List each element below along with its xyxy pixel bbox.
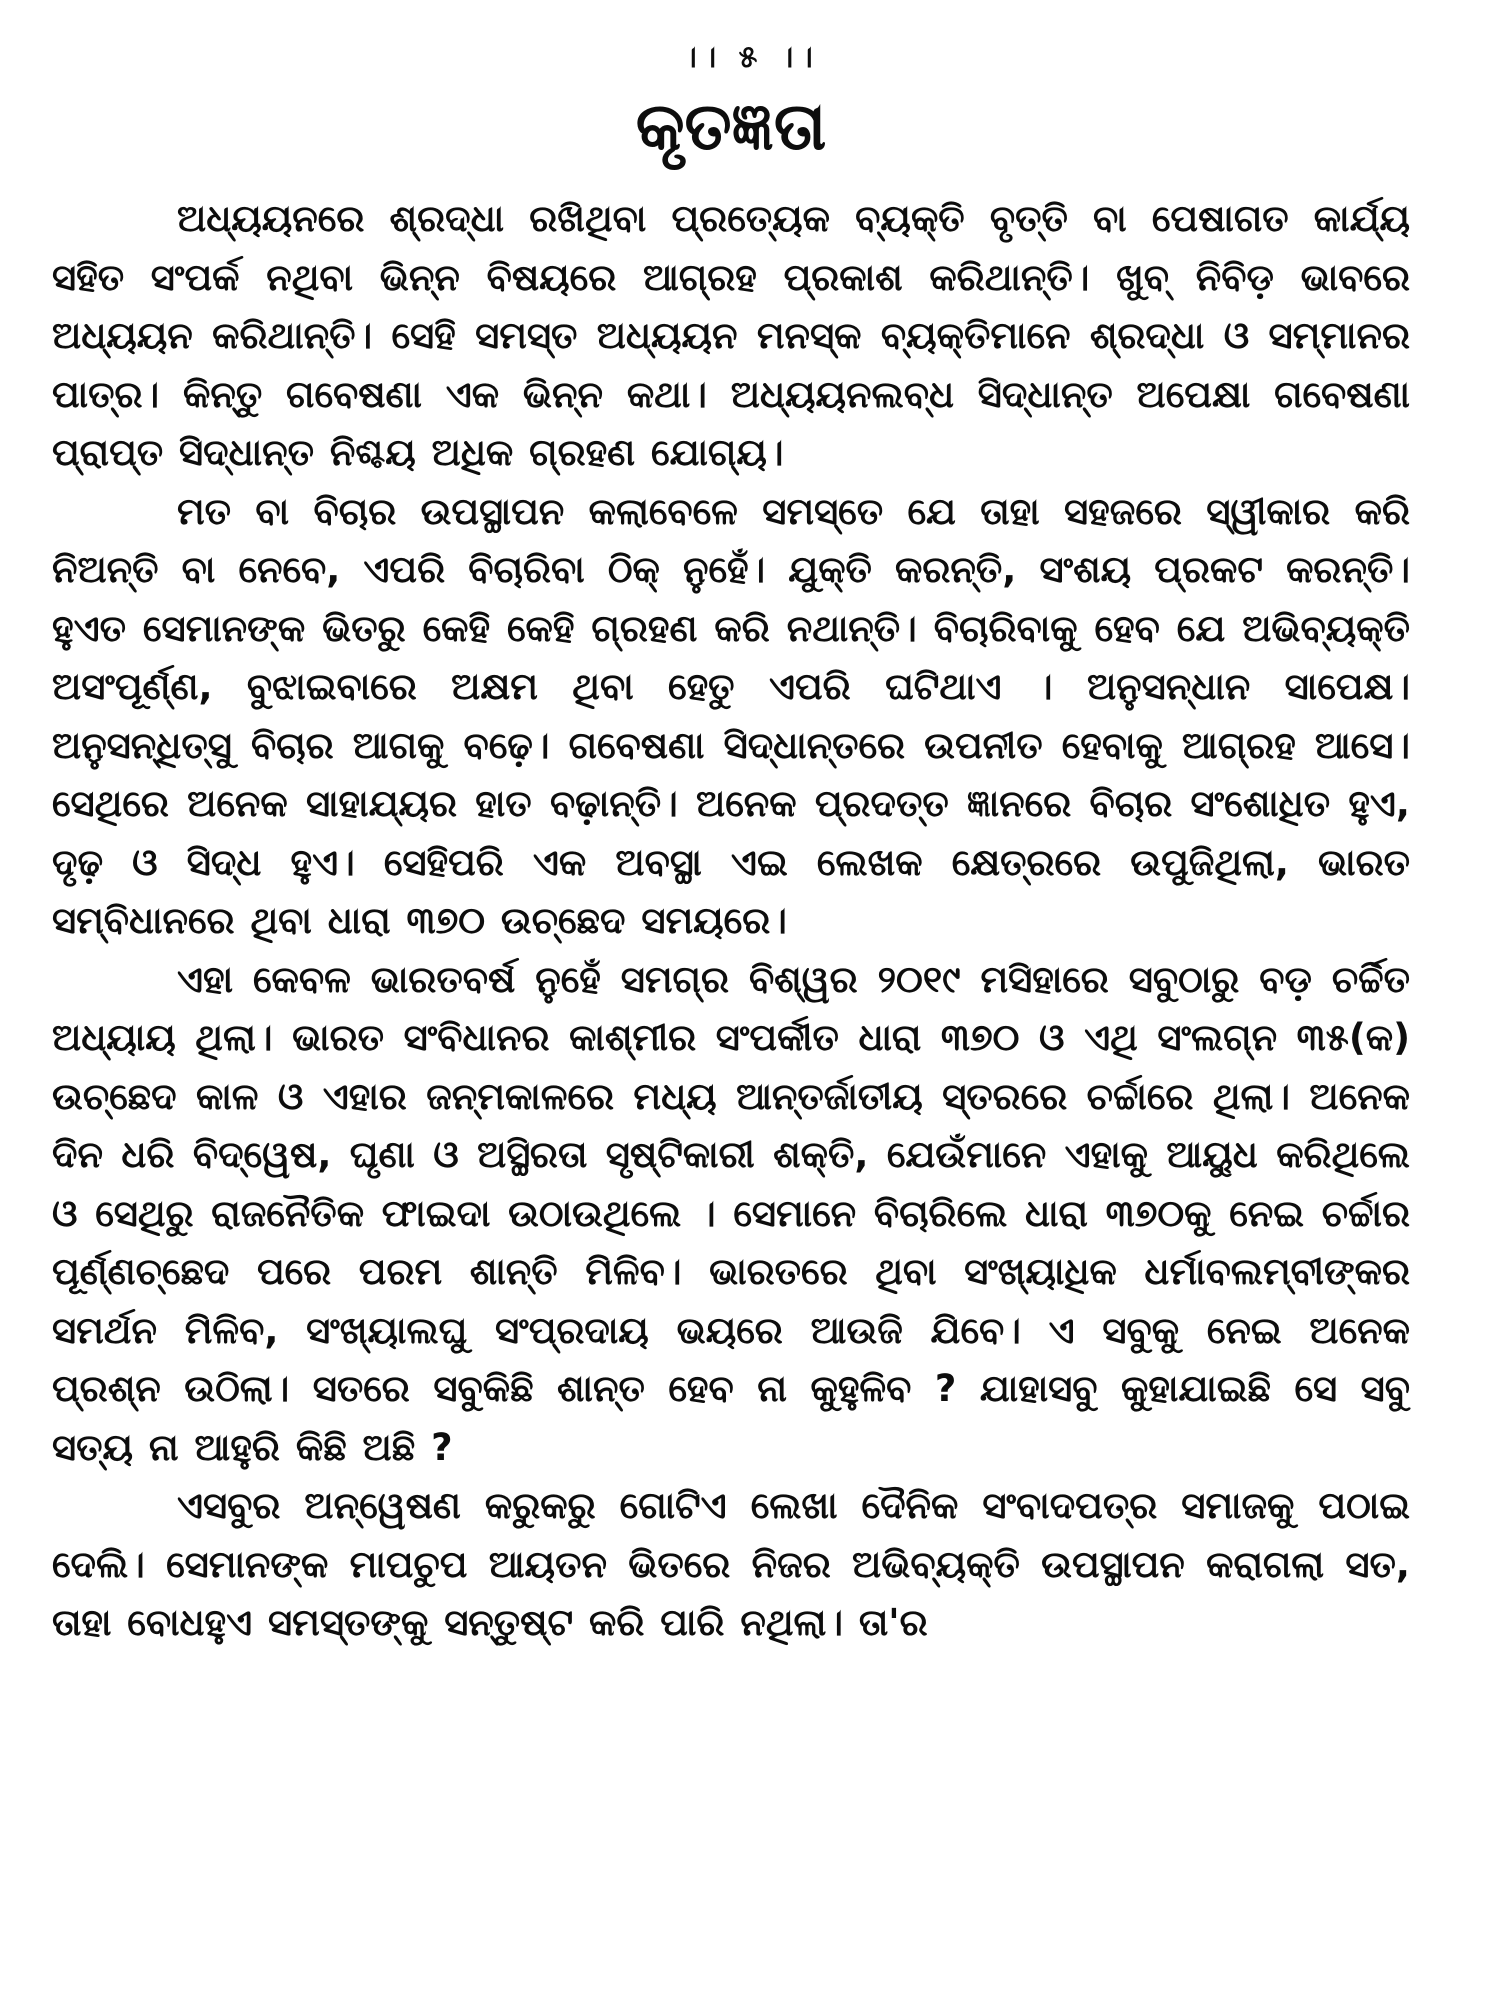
paragraph-3 (52, 951, 1410, 1478)
paragraph-1-text: ଅଧ୍ୟୟନରେ ଶ୍ରଦ୍ଧା ରଖିଥିବା ପ୍ରତ୍ୟେକ ବ୍ୟକ୍ତି ବୃତ୍ତି ବା ପେଷାଗତ କାର୍ଯ୍ୟ ସହିତ ସଂପର୍କ ନଥିବା ଭିନ୍ନ ବିଷୟରେ ଆଗ୍ରହ ପ୍ରକାଶ କରିଥାନ୍ତି। ଖୁବ୍ ନିବିଡ଼ ଭାବରେ ଅଧ୍ୟୟନ କରିଥାନ୍ତି। ସେହି ସମସ୍ତ ଅଧ୍ୟୟନ ମନସ୍କ ବ୍ୟକ୍ତିମାନେ ଶ୍ରଦ୍ଧା ଓ ସମ୍ମାନର ପାତ୍ର। କିନ୍ତୁ ଗବେଷଣା ଏକ ଭିନ୍ନ କଥା। ଅଧ୍ୟୟନଲବ୍ଧ ସିଦ୍ଧାନ୍ତ ଅପେକ୍ଷା ଗବେଷଣା ପ୍ରାପ୍ତ ସିଦ୍ଧାନ୍ତ ନିଶ୍ଚୟ ଅଧିକ ଗ୍ରହଣ ଯୋଗ୍ୟ। (52, 197, 1410, 475)
paragraph-2 (52, 483, 1410, 951)
paragraph-2-text: ମତ ବା ବିଚାର ଉପସ୍ଥାପନ କଲାବେଳେ ସମସ୍ତେ ଯେ ତାହା ସହଜରେ ସ୍ୱୀକାର କରି ନିଅନ୍ତି ବା ନେବେ, ଏପରି ବିଚାରିବା ଠିକ୍ ନୁହେଁ। ଯୁକ୍ତି କରନ୍ତି, ସଂଶୟ ପ୍ରକଟ କରନ୍ତି। ହୁଏତ ସେମାନଙ୍କ ଭିତରୁ କେହି କେହି ଗ୍ରହଣ କରି ନଥାନ୍ତି। ବିଚାରିବାକୁ ହେବ ଯେ ଅଭିବ୍ୟକ୍ତି ଅସଂପୂର୍ଣ୍ଣ, ବୁଝାଇବାରେ ଅକ୍ଷମ ଥିବା ହେତୁ ଏପରି ଘଟିଥାଏ । ଅନୁସନ୍ଧାନ ସାପେକ୍ଷ। ଅନୁସନ୍ଧିତ୍ସୁ ବିଚାର ଆଗକୁ ବଢ଼େ। ଗବେଷଣା ସିଦ୍ଧାନ୍ତରେ ଉପନୀତ ହେବାକୁ ଆଗ୍ରହ ଆସେ। ସେଥିରେ ଅନେକ ସାହାଯ୍ୟର ହାତ ବଢ଼ାନ୍ତି। ଅନେକ ପ୍ରଦତ୍ତ ଜ୍ଞାନରେ ବିଚାର ସଂଶୋଧିତ ହୁଏ, ଦୃଢ଼ ଓ ସିଦ୍ଧ ହୁଏ। ସେହିପରି ଏକ ଅବସ୍ଥା ଏଇ ଲେଖକ କ୍ଷେତ୍ରରେ ଉପୁଜିଥିଲା, ଭାରତ ସମ୍ବିଧାନରେ ଥିବା ଧାରା ୩୭୦ ଉଚ୍ଛେଦ ସମୟରେ। (52, 489, 1410, 943)
paragraph-3-text: ଏହା କେବଳ ଭାରତବର୍ଷ ନୁହେଁ ସମଗ୍ର ବିଶ୍ୱର ୨୦୧୯ ମସିହାରେ ସବୁଠାରୁ ବଡ଼ ଚର୍ଚ୍ଚିତ ଅଧ୍ୟାୟ ଥିଲା। ଭାରତ ସଂବିଧାନର କାଶ୍ମୀର ସଂପର୍କୀତ ଧାରା ୩୭୦ ଓ ଏଥି ସଂଲଗ୍ନ ୩୫(କ) ଉଚ୍ଛେଦ କାଳ ଓ ଏହାର ଜନ୍ମକାଳରେ ମଧ୍ୟ ଆନ୍ତର୍ଜାତୀୟ ସ୍ତରରେ ଚର୍ଚ୍ଚାରେ ଥିଲା। ଅନେକ ଦିନ ଧରି ବିଦ୍ୱେଷ, ଘୃଣା ଓ ଅସ୍ଥିରତା ସୃଷ୍ଟିକାରୀ ଶକ୍ତି, ଯେଉଁମାନେ ଏହାକୁ ଆୟୁଧ କରିଥିଲେ ଓ ସେଥିରୁ ରାଜନୈତିକ ଫାଇଦା ଉଠାଉଥିଲେ । ସେମାନେ ବିଚାରିଲେ ଧାରା ୩୭୦କୁ ନେଇ ଚର୍ଚ୍ଚାର ପୂର୍ଣ୍ଣଚ୍ଛେଦ ପରେ ପରମ ଶାନ୍ତି ମିଳିବ। ଭାରତରେ ଥିବା ସଂଖ୍ୟାଧିକ ଧର୍ମାବଲମ୍ବୀଙ୍କର ସମର୍ଥନ ମିଳିବ, ସଂଖ୍ୟାଲଘୁ ସଂପ୍ରଦାୟ ଭୟରେ ଆଉଜି ଯିବେ। ଏ ସବୁକୁ ନେଇ ଅନେକ ପ୍ରଶ୍ନ ଉଠିଲା। ସତରେ ସବୁକିଛି ଶାନ୍ତ ହେବ ନା କୁହୁଳିବ ? ଯାହାସବୁ କୁହାଯାଇଛି ସେ ସବୁ ସତ୍ୟ ନା ଆହୁରି କିଛି ଅଛି ? (52, 957, 1410, 1469)
paragraph-1 (52, 190, 1410, 483)
page-number: ।। ୫ ।। (683, 40, 819, 75)
paragraph-4-text: ଏସବୁର ଅନ୍ୱେଷଣ କରୁକରୁ ଗୋଟିଏ ଲେଖା ଦୈନିକ ସଂବାଦପତ୍ର ସମାଜକୁ ପଠାଇ ଦେଲି। ସେମାନଙ୍କ ମାପଚୁପ ଆୟତନ ଭିତରେ ନିଜର ଅଭିବ୍ୟକ୍ତି ଉପସ୍ଥାପନ କରାଗଲା ସତ, ତାହା ବୋଧହୁଏ ସମସ୍ତଙ୍କୁ ସନ୍ତୁଷ୍ଟ କରି ପାରି ନଥିଲା। ତା'ର (52, 1484, 1410, 1645)
paragraph-4 (52, 1477, 1410, 1653)
page-title: କୃତଜ୍ଞତା (635, 88, 827, 165)
